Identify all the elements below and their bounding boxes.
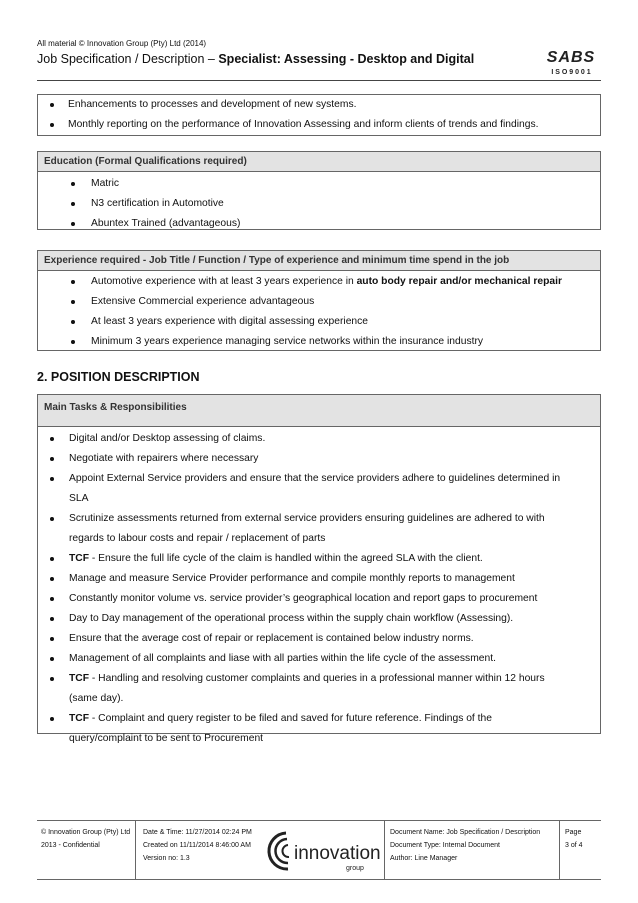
footer-divider	[135, 821, 136, 879]
list-item: N3 certification in Automotive	[38, 194, 600, 214]
logo-word: innovation	[294, 843, 381, 864]
bullet-icon	[50, 103, 54, 107]
bullet-icon	[50, 437, 54, 441]
bullet-icon	[50, 637, 54, 641]
task-item: Scrutinize assessments returned from external service providers ensuring guidelines are adhered to with regards to labour costs and repair / replacement of parts	[38, 509, 600, 549]
experience-heading: Experience required - Job Title / Function / Type of experience and minimum time spend in the job	[38, 251, 600, 271]
list-item: Abuntex Trained (advantageous)	[38, 214, 600, 234]
list-item: Minimum 3 years experience managing service networks within the insurance industry	[38, 332, 600, 352]
copyright-notice: All material © Innovation Group (Pty) Ltd (2014)	[37, 39, 207, 48]
bullet-icon	[50, 557, 54, 561]
document-title	[37, 52, 474, 66]
header-divider	[37, 80, 601, 81]
experience-box	[37, 250, 601, 351]
bullet-icon	[50, 657, 54, 661]
education-heading: Education (Formal Qualifications required)	[38, 152, 600, 172]
task-item: Negotiate with repairers where necessary	[38, 449, 600, 469]
footer-divider	[384, 821, 385, 879]
bullet-icon	[71, 280, 75, 284]
footer-divider	[559, 821, 560, 879]
bullet-icon	[50, 717, 54, 721]
footer-company: © Innovation Group (Pty) Ltd 2013 - Confidential	[41, 829, 131, 849]
title-role: Specialist: Assessing - Desktop and Digital	[218, 52, 475, 66]
list-item: Automotive experience with at least 3 years experience in auto body repair and/or mechanical repair	[38, 272, 600, 292]
task-item: Digital and/or Desktop assessing of claims.	[38, 429, 600, 449]
title-prefix: Job Specification / Description –	[37, 52, 219, 66]
sabs-iso-logo	[540, 48, 602, 76]
task-item: Appoint External Service providers and ensure that the service providers adhere to guidelines determined in SLA	[38, 469, 600, 509]
sabs-logo-text: SABS	[546, 49, 596, 66]
task-item: Manage and measure Service Provider performance and compile monthly reports to management	[38, 569, 600, 589]
list-item: Extensive Commercial experience advantageous	[38, 292, 600, 312]
bullet-icon	[71, 340, 75, 344]
task-item: TCF - Ensure the full life cycle of the claim is handled within the agreed SLA with the client.	[38, 549, 600, 569]
footer-page-number: Page 3 of 4	[565, 829, 583, 849]
bullet-icon	[71, 202, 75, 206]
logo-subword: group	[346, 865, 364, 872]
footer-document-info: Document Name: Job Specification / Description Document Type: Internal Document Author: Line Manager	[390, 829, 541, 862]
main-tasks-heading: Main Tasks & Responsibilities	[38, 395, 600, 427]
task-item: TCF - Complaint and query register to be filed and saved for future reference. Findings of the query/complaint to be sent to Procurement	[38, 709, 600, 749]
bullet-icon	[50, 597, 54, 601]
list-item: At least 3 years experience with digital assessing experience	[38, 312, 600, 332]
task-item: Management of all complaints and liase with all parties within the life cycle of the assessment.	[38, 649, 600, 669]
responsibilities-continued-box	[37, 94, 601, 136]
bullet-icon	[50, 577, 54, 581]
page-footer	[37, 820, 601, 880]
bullet-icon	[50, 517, 54, 521]
main-tasks-list	[38, 427, 600, 749]
bullet-icon	[71, 320, 75, 324]
task-item: Ensure that the average cost of repair or replacement is contained below industry norms.	[38, 629, 600, 649]
task-item: Constantly monitor volume vs. service provider’s geographical location and report gaps to procurement	[38, 589, 600, 609]
section-heading-position: 2. POSITION DESCRIPTION	[37, 370, 200, 384]
footer-dates: Date & Time: 11/27/2014 02:24 PM Created on 11/11/2014 8:46:00 AM Version no: 1.3	[143, 829, 252, 862]
bullet-icon	[71, 300, 75, 304]
task-item: TCF - Handling and resolving customer complaints and queries in a professional manner within 12 hours (same day).	[38, 669, 600, 709]
bullet-icon	[71, 182, 75, 186]
bullet-icon	[50, 617, 54, 621]
task-item: Day to Day management of the operational process within the supply chain workflow (Assessing).	[38, 609, 600, 629]
bullet-icon	[71, 222, 75, 226]
bullet-icon	[50, 477, 54, 481]
main-tasks-box	[37, 394, 601, 744]
education-box	[37, 151, 601, 230]
list-item: Monthly reporting on the performance of Innovation Assessing and inform clients of trends and findings.	[38, 115, 600, 135]
iso-text: I S O 9 0 0 1	[551, 69, 591, 76]
bullet-icon	[50, 677, 54, 681]
list-item: Matric	[38, 174, 600, 194]
bullet-icon	[50, 457, 54, 461]
bullet-icon	[50, 123, 54, 127]
list-item: Enhancements to processes and development of new systems.	[38, 95, 600, 115]
